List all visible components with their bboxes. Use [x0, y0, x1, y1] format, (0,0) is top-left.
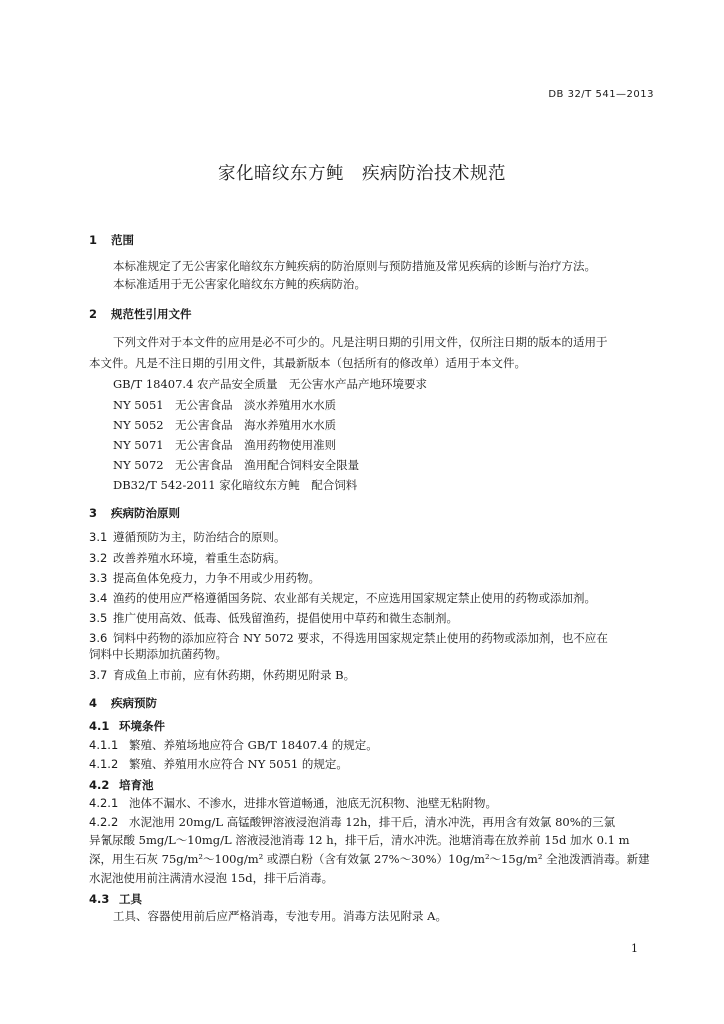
reference-item: NY 5052 无公害食品 海水养殖用水水质 — [113, 418, 337, 432]
item-text: 池体不漏水、不渗水，进排水管道畅通，池底无沉积物、池壁无粘附物。 — [129, 796, 497, 810]
list-item — [89, 816, 655, 829]
reference-item: DB32/T 542-2011 家化暗纹东方鲀 配合饲料 — [113, 478, 358, 492]
item-text: 推广使用高效、低毒、低残留渔药，提倡使用中草药和微生态制剂。 — [113, 611, 458, 625]
list-item — [89, 572, 655, 585]
item-text: 饲料中药物的添加应符合 NY 5072 要求，不得选用国家规定禁止使用的药物或添加剂，也不应在 — [113, 631, 608, 645]
paragraph-line: 深，用生石灰 75g/m²～100g/m² 或漂白粉（含有效氯 27%～30%）10g/m²～15g/m² 全池泼洒消毒。新建 — [89, 852, 650, 866]
item-text: 水泥池用 20mg/L 高锰酸钾溶液浸泡消毒 12h，排干后，清水冲洗，再用含有效氯 80%的三氯 — [129, 815, 616, 829]
list-item — [89, 592, 655, 605]
section-3-heading — [89, 505, 180, 521]
item-text: 育成鱼上市前，应有休药期，休药期见附录 B。 — [113, 668, 356, 682]
subsection-heading — [89, 718, 165, 734]
item-number: 3.1 — [89, 530, 108, 544]
page-number: 1 — [631, 942, 638, 955]
list-item — [89, 669, 655, 682]
section-number: 2 — [89, 307, 98, 321]
subsection-title: 环境条件 — [119, 719, 165, 733]
paragraph: 本文件。凡是不注日期的引用文件，其最新版本（包括所有的修改单）适用于本文件。 — [89, 356, 526, 370]
subsection-heading — [89, 891, 142, 907]
item-number: 4.1.1 — [89, 738, 119, 752]
paragraph: 本标准适用于无公害家化暗纹东方鲀的疾病防治。 — [113, 277, 366, 291]
subsection-title: 工具 — [119, 892, 142, 906]
paragraph: 工具、容器使用前后应严格消毒，专池专用。消毒方法见附录 A。 — [113, 909, 447, 923]
list-item — [89, 632, 655, 645]
item-number: 3.6 — [89, 631, 108, 645]
item-number: 3.2 — [89, 551, 108, 565]
section-number: 1 — [89, 233, 98, 247]
section-title: 疾病预防 — [111, 696, 158, 710]
item-number: 3.3 — [89, 571, 108, 585]
item-text: 饲料中长期添加抗菌药物。 — [89, 647, 227, 661]
reference-item: NY 5072 无公害食品 渔用配合饲料安全限量 — [113, 458, 360, 472]
paragraph-line: 异氰尿酸 5mg/L～10mg/L 溶液浸池消毒 12 h，排干后，清水冲洗。池塘消毒在放养前 15d 加水 0.1 m — [89, 833, 630, 847]
item-text: 繁殖、养殖用水应符合 NY 5051 的规定。 — [129, 757, 348, 771]
reference-item: GB/T 18407.4 农产品安全质量 无公害水产品产地环境要求 — [113, 377, 428, 391]
section-2-heading — [89, 306, 192, 322]
list-item — [89, 758, 655, 771]
item-number: 3.4 — [89, 591, 108, 605]
list-item — [89, 797, 655, 810]
item-number: 4.2.2 — [89, 815, 119, 829]
section-title: 疾病防治原则 — [111, 506, 181, 520]
list-item — [89, 552, 655, 565]
item-number: 3.5 — [89, 611, 108, 625]
item-text: 遵循预防为主，防治结合的原则。 — [113, 530, 286, 544]
subsection-number: 4.2 — [89, 778, 110, 792]
section-1-heading — [89, 232, 134, 248]
item-text: 繁殖、养殖场地应符合 GB/T 18407.4 的规定。 — [129, 738, 378, 752]
paragraph: 下列文件对于本文件的应用是必不可少的。凡是注明日期的引用文件，仅所注日期的版本的适用于 — [113, 335, 608, 349]
reference-item: NY 5051 无公害食品 淡水养殖用水水质 — [113, 398, 337, 412]
item-text: 提高鱼体免疫力，力争不用或少用药物。 — [113, 571, 320, 585]
subsection-number: 4.1 — [89, 719, 110, 733]
item-number: 4.2.1 — [89, 796, 119, 810]
section-number: 3 — [89, 506, 98, 520]
section-number: 4 — [89, 696, 98, 710]
reference-item: NY 5071 无公害食品 渔用药物使用准则 — [113, 438, 337, 452]
paragraph-line: 水泥池使用前注满清水浸泡 15d，排干后消毒。 — [89, 871, 334, 885]
section-title: 范围 — [111, 233, 135, 247]
paragraph: 本标准规定了无公害家化暗纹东方鲀疾病的防治原则与预防措施及常见疾病的诊断与治疗方法。 — [113, 259, 596, 273]
subsection-title: 培育池 — [119, 778, 154, 792]
page-title: 家化暗纹东方鲀 疾病防治技术规范 — [218, 164, 506, 184]
section-title: 规范性引用文件 — [111, 307, 192, 321]
subsection-heading — [89, 777, 154, 793]
item-number: 4.1.2 — [89, 757, 119, 771]
section-4-heading — [89, 695, 157, 711]
list-item — [89, 739, 655, 752]
standard-code: DB 32/T 541—2013 — [548, 89, 654, 100]
list-item — [89, 531, 655, 544]
subsection-number: 4.3 — [89, 892, 110, 906]
list-item — [89, 612, 655, 625]
item-number: 3.7 — [89, 668, 108, 682]
item-text: 改善养殖水环境，着重生态防病。 — [113, 551, 286, 565]
item-text: 渔药的使用应严格遵循国务院、农业部有关规定，不应选用国家规定禁止使用的药物或添加剂。 — [113, 591, 596, 605]
list-item-continuation — [89, 648, 655, 661]
